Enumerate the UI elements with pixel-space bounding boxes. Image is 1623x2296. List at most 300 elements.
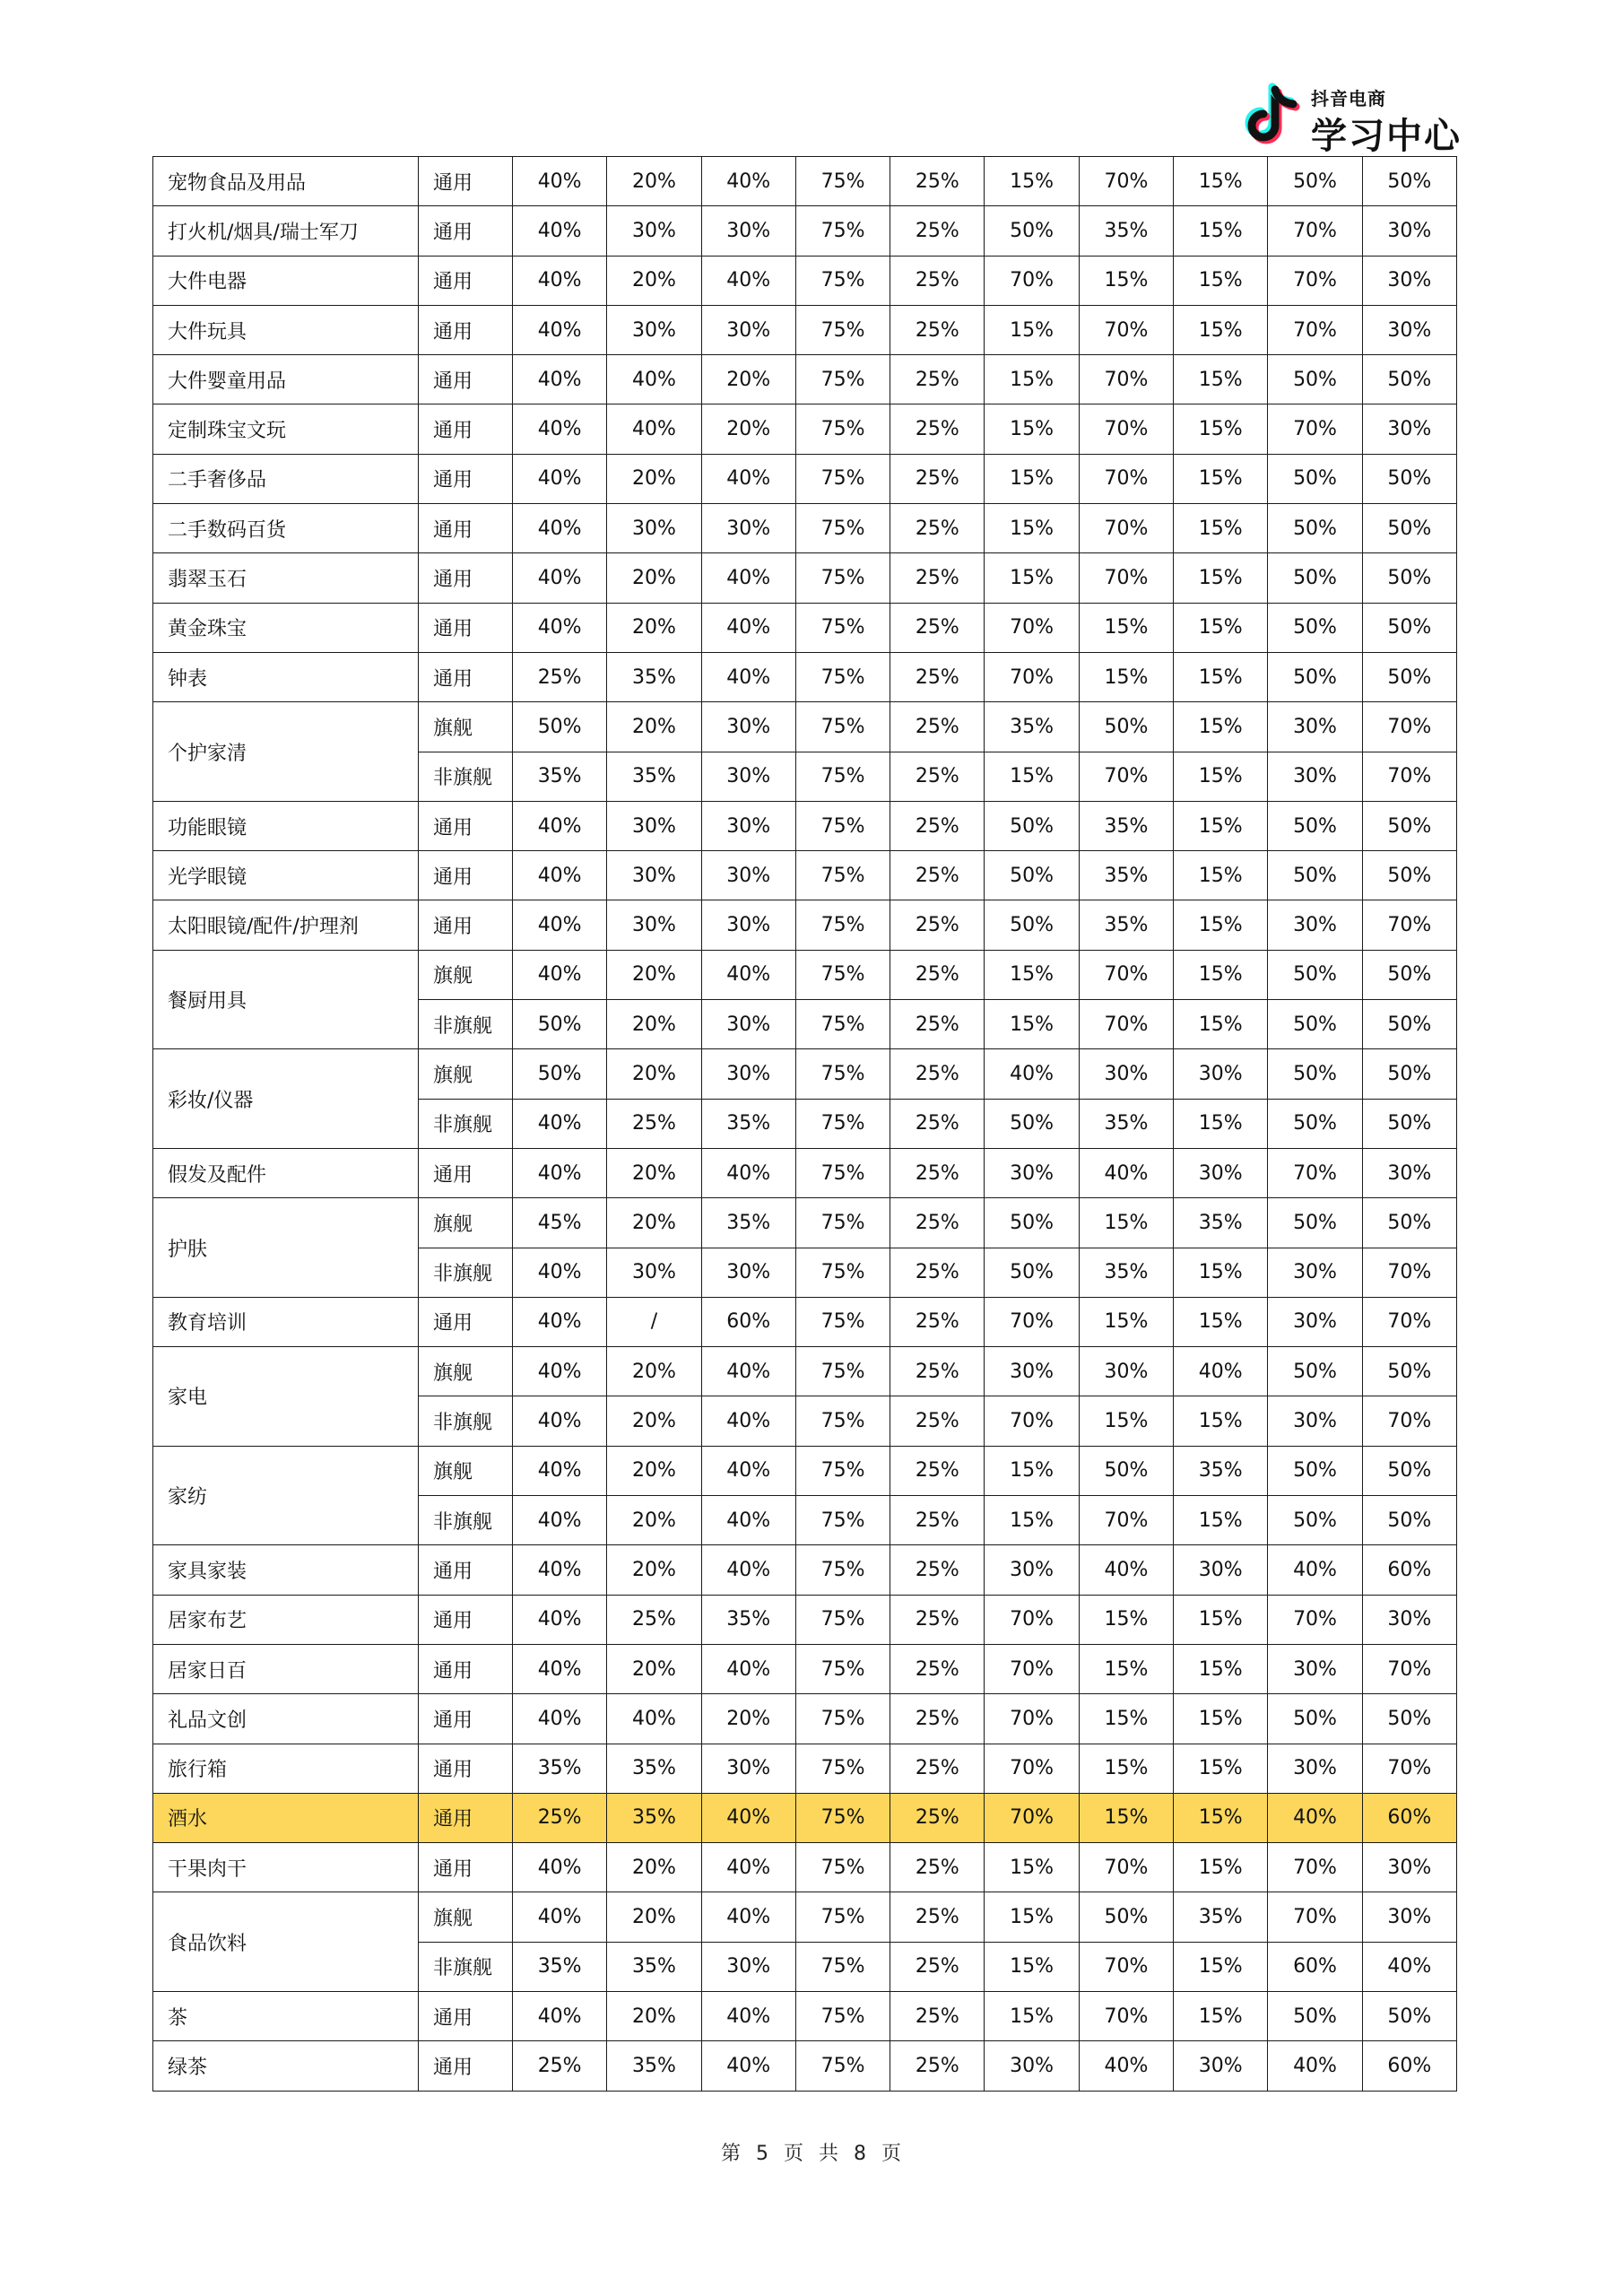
value-cell: 25% [890, 1198, 985, 1248]
value-cell: 35% [1079, 1248, 1173, 1297]
value-cell: 20% [607, 1991, 701, 2040]
value-cell: 40% [985, 1049, 1079, 1099]
category-cell: 居家日百 [153, 1644, 419, 1693]
value-cell: 40% [513, 404, 607, 454]
value-cell: 25% [890, 305, 985, 354]
value-cell: 40% [513, 603, 607, 652]
table-row [153, 652, 1457, 701]
value-cell: 15% [985, 752, 1079, 801]
value-cell: 30% [1174, 2041, 1268, 2091]
value-cell: 40% [513, 1892, 607, 1942]
value-cell: 30% [701, 504, 795, 553]
value-cell: 25% [513, 1793, 607, 1842]
table-row [153, 1644, 1457, 1693]
value-cell: 40% [513, 504, 607, 553]
value-cell: 70% [1362, 900, 1456, 950]
value-cell: 25% [513, 652, 607, 701]
value-cell: 35% [513, 1744, 607, 1793]
value-cell: 50% [1268, 1694, 1362, 1744]
value-cell: 15% [1174, 157, 1268, 206]
page-footer [0, 2138, 1623, 2166]
value-cell: 70% [985, 1793, 1079, 1842]
store-type-cell: 通用 [419, 355, 513, 404]
value-cell: 50% [1268, 1991, 1362, 2040]
value-cell: 50% [1362, 1694, 1456, 1744]
store-type-cell: 通用 [419, 1297, 513, 1346]
table-body [153, 157, 1457, 2092]
value-cell: 40% [1268, 1545, 1362, 1595]
value-cell: 75% [795, 752, 890, 801]
value-cell: 40% [701, 157, 795, 206]
store-type-cell: 通用 [419, 1694, 513, 1744]
value-cell: 15% [985, 504, 1079, 553]
value-cell: 50% [1268, 454, 1362, 503]
value-cell: 30% [607, 851, 701, 900]
value-cell: 40% [513, 206, 607, 256]
value-cell: 15% [985, 1496, 1079, 1545]
value-cell: 15% [1079, 1793, 1173, 1842]
value-cell: 25% [890, 752, 985, 801]
category-cell: 钟表 [153, 652, 419, 701]
value-cell: 70% [985, 603, 1079, 652]
value-cell: 50% [1362, 801, 1456, 850]
value-cell: 40% [701, 1991, 795, 2040]
value-cell: 40% [1079, 1148, 1173, 1197]
value-cell: 50% [513, 702, 607, 752]
value-cell: 70% [985, 1644, 1079, 1693]
value-cell: 25% [890, 652, 985, 701]
store-type-cell: 通用 [419, 1595, 513, 1644]
value-cell: 50% [1362, 1198, 1456, 1248]
value-cell: 40% [513, 305, 607, 354]
category-cell: 翡翠玉石 [153, 553, 419, 603]
table-row [153, 702, 1457, 752]
value-cell: 25% [890, 1248, 985, 1297]
value-cell: 40% [701, 1843, 795, 1892]
value-cell: 75% [795, 1892, 890, 1942]
table-row [153, 157, 1457, 206]
store-type-cell: 通用 [419, 851, 513, 900]
value-cell: 40% [1268, 1793, 1362, 1842]
table-row [153, 256, 1457, 305]
category-cell: 黄金珠宝 [153, 603, 419, 652]
footer-total-word: 共 [819, 2143, 840, 2165]
store-type-cell: 旗舰 [419, 1347, 513, 1396]
store-type-cell: 旗舰 [419, 1198, 513, 1248]
value-cell: 50% [1362, 652, 1456, 701]
value-cell: 15% [1174, 1396, 1268, 1446]
value-cell: 50% [1362, 454, 1456, 503]
value-cell: 40% [701, 603, 795, 652]
value-cell: 50% [1362, 603, 1456, 652]
value-cell: 75% [795, 553, 890, 603]
value-cell: 30% [985, 1347, 1079, 1396]
table-row [153, 1892, 1457, 1942]
store-type-cell: 通用 [419, 206, 513, 256]
value-cell: 40% [513, 950, 607, 999]
value-cell: 35% [1079, 206, 1173, 256]
value-cell: 30% [985, 1148, 1079, 1197]
value-cell: 70% [1079, 1991, 1173, 2040]
category-cell: 居家布艺 [153, 1595, 419, 1644]
value-cell: 40% [701, 1446, 795, 1495]
footer-prefix: 第 [720, 2143, 742, 2165]
value-cell: 30% [607, 305, 701, 354]
value-cell: 70% [1079, 404, 1173, 454]
value-cell: 20% [607, 454, 701, 503]
category-cell: 功能眼镜 [153, 801, 419, 850]
value-cell: 30% [607, 1248, 701, 1297]
table-row [153, 1148, 1457, 1197]
value-cell: 50% [1268, 504, 1362, 553]
table-row [153, 1744, 1457, 1793]
value-cell: 15% [1174, 1297, 1268, 1346]
value-cell: 25% [890, 1446, 985, 1495]
store-type-cell: 旗舰 [419, 1892, 513, 1942]
value-cell: 25% [890, 1099, 985, 1148]
store-type-cell: 非旗舰 [419, 1496, 513, 1545]
value-cell: 50% [1268, 1049, 1362, 1099]
value-cell: 25% [890, 603, 985, 652]
value-cell: 50% [1362, 157, 1456, 206]
value-cell: 70% [1079, 1496, 1173, 1545]
value-cell: 25% [890, 1892, 985, 1942]
value-cell: 40% [513, 1843, 607, 1892]
brand-logo [1241, 79, 1465, 157]
value-cell: 40% [1174, 1347, 1268, 1396]
value-cell: 25% [890, 206, 985, 256]
store-type-cell: 非旗舰 [419, 752, 513, 801]
table-row [153, 206, 1457, 256]
value-cell: 30% [701, 1942, 795, 1991]
value-cell: 20% [607, 1644, 701, 1693]
value-cell: 50% [1268, 851, 1362, 900]
value-cell: 35% [607, 1793, 701, 1842]
value-cell: 25% [890, 2041, 985, 2091]
value-cell: 30% [1362, 1892, 1456, 1942]
value-cell: 20% [607, 256, 701, 305]
value-cell: 30% [1268, 752, 1362, 801]
store-type-cell: 通用 [419, 603, 513, 652]
value-cell: 75% [795, 157, 890, 206]
category-cell: 光学眼镜 [153, 851, 419, 900]
store-type-cell: 非旗舰 [419, 1099, 513, 1148]
value-cell: 35% [985, 702, 1079, 752]
value-cell: 40% [513, 1446, 607, 1495]
value-cell: 25% [890, 801, 985, 850]
table-row [153, 404, 1457, 454]
value-cell: 70% [1268, 1892, 1362, 1942]
value-cell: 25% [890, 1148, 985, 1197]
value-cell: 75% [795, 1942, 890, 1991]
value-cell: 20% [701, 404, 795, 454]
value-cell: 60% [701, 1297, 795, 1346]
value-cell: 25% [890, 950, 985, 999]
value-cell: 30% [1174, 1148, 1268, 1197]
value-cell: 25% [890, 1545, 985, 1595]
value-cell: 40% [701, 1793, 795, 1842]
value-cell: 50% [1362, 355, 1456, 404]
table-row [153, 801, 1457, 850]
value-cell: 25% [890, 1744, 985, 1793]
store-type-cell: 旗舰 [419, 702, 513, 752]
value-cell: 40% [513, 256, 607, 305]
store-type-cell: 通用 [419, 504, 513, 553]
value-cell: 50% [513, 1000, 607, 1049]
value-cell: 40% [513, 355, 607, 404]
table-row [153, 1347, 1457, 1396]
value-cell: 75% [795, 1991, 890, 2040]
store-type-cell: 通用 [419, 1843, 513, 1892]
value-cell: 75% [795, 1148, 890, 1197]
value-cell: 50% [1362, 1099, 1456, 1148]
value-cell: 35% [607, 752, 701, 801]
value-cell: 60% [1268, 1942, 1362, 1991]
value-cell: 35% [1079, 1099, 1173, 1148]
value-cell: 25% [890, 404, 985, 454]
value-cell: 25% [890, 1297, 985, 1346]
value-cell: 70% [1268, 1843, 1362, 1892]
value-cell: 40% [701, 1644, 795, 1693]
category-cell: 家电 [153, 1347, 419, 1447]
value-cell: 15% [985, 1843, 1079, 1892]
value-cell: 25% [890, 553, 985, 603]
table-row [153, 305, 1457, 354]
value-cell: 75% [795, 1396, 890, 1446]
table-row [153, 900, 1457, 950]
table-row [153, 2041, 1457, 2091]
value-cell: 40% [701, 454, 795, 503]
value-cell: 15% [1174, 504, 1268, 553]
value-cell: 40% [701, 553, 795, 603]
value-cell: 20% [607, 1000, 701, 1049]
category-cell: 大件玩具 [153, 305, 419, 354]
value-cell: 40% [701, 652, 795, 701]
value-cell: 15% [985, 1991, 1079, 2040]
value-cell: 75% [795, 305, 890, 354]
value-cell: 60% [1362, 2041, 1456, 2091]
value-cell: 40% [513, 1694, 607, 1744]
value-cell: 15% [985, 1942, 1079, 1991]
value-cell: 75% [795, 1496, 890, 1545]
value-cell: 50% [985, 1099, 1079, 1148]
value-cell: 30% [1079, 1049, 1173, 1099]
category-cell: 大件电器 [153, 256, 419, 305]
table-row [153, 1793, 1457, 1842]
value-cell: 35% [1079, 801, 1173, 850]
value-cell: 15% [1079, 1595, 1173, 1644]
value-cell: 75% [795, 900, 890, 950]
value-cell: 30% [1268, 1248, 1362, 1297]
store-type-cell: 旗舰 [419, 1446, 513, 1495]
value-cell: 20% [607, 1545, 701, 1595]
value-cell: 70% [985, 256, 1079, 305]
value-cell: 75% [795, 801, 890, 850]
value-cell: 15% [1174, 1496, 1268, 1545]
value-cell: 75% [795, 1198, 890, 1248]
value-cell: 20% [607, 603, 701, 652]
value-cell: 50% [1268, 1496, 1362, 1545]
table-row [153, 504, 1457, 553]
value-cell: 15% [985, 1000, 1079, 1049]
value-cell: 40% [513, 1347, 607, 1396]
value-cell: 30% [1362, 206, 1456, 256]
value-cell: 50% [1268, 553, 1362, 603]
value-cell: 30% [1268, 1744, 1362, 1793]
value-cell: 15% [1174, 603, 1268, 652]
value-cell: 15% [1174, 1000, 1268, 1049]
store-type-cell: 通用 [419, 454, 513, 503]
value-cell: 50% [1079, 1892, 1173, 1942]
value-cell: 30% [1174, 1545, 1268, 1595]
value-cell: 15% [1174, 404, 1268, 454]
value-cell: 25% [607, 1595, 701, 1644]
value-cell: 70% [1079, 553, 1173, 603]
value-cell: 15% [1079, 1644, 1173, 1693]
value-cell: 75% [795, 404, 890, 454]
value-cell: 20% [607, 950, 701, 999]
value-cell: 30% [701, 1248, 795, 1297]
value-cell: 40% [701, 256, 795, 305]
value-cell: 30% [1362, 256, 1456, 305]
value-cell: 70% [1079, 454, 1173, 503]
value-cell: 70% [1362, 1396, 1456, 1446]
value-cell: 50% [1268, 1198, 1362, 1248]
category-cell: 彩妆/仪器 [153, 1049, 419, 1149]
value-cell: 40% [1268, 2041, 1362, 2091]
value-cell: 15% [1174, 851, 1268, 900]
value-cell: 15% [1174, 950, 1268, 999]
value-cell: 50% [1268, 1000, 1362, 1049]
footer-suffix: 页 [881, 2143, 903, 2165]
value-cell: 15% [1174, 1099, 1268, 1148]
value-cell: 15% [1174, 652, 1268, 701]
value-cell: 70% [1362, 752, 1456, 801]
table-row [153, 1991, 1457, 2040]
value-cell: 75% [795, 851, 890, 900]
value-cell: 60% [1362, 1793, 1456, 1842]
value-cell: 35% [701, 1198, 795, 1248]
store-type-cell: 通用 [419, 900, 513, 950]
value-cell: 70% [1079, 950, 1173, 999]
value-cell: 40% [513, 801, 607, 850]
value-cell: 50% [1268, 355, 1362, 404]
value-cell: 75% [795, 206, 890, 256]
value-cell: 40% [701, 1148, 795, 1197]
value-cell: 75% [795, 1595, 890, 1644]
store-type-cell: 通用 [419, 1148, 513, 1197]
value-cell: 50% [1362, 1000, 1456, 1049]
value-cell: 40% [701, 1347, 795, 1396]
value-cell: 30% [701, 1000, 795, 1049]
value-cell: 15% [1174, 206, 1268, 256]
value-cell: 25% [890, 454, 985, 503]
table-row [153, 1297, 1457, 1346]
value-cell: 15% [985, 355, 1079, 404]
value-cell: 25% [890, 1049, 985, 1099]
table-row [153, 454, 1457, 503]
store-type-cell: 通用 [419, 801, 513, 850]
value-cell: 25% [890, 1793, 985, 1842]
value-cell: 30% [1362, 305, 1456, 354]
value-cell: 50% [1268, 603, 1362, 652]
value-cell: 20% [607, 1892, 701, 1942]
category-cell: 太阳眼镜/配件/护理剂 [153, 900, 419, 950]
value-cell: 70% [985, 1297, 1079, 1346]
value-cell: 30% [1268, 900, 1362, 950]
value-cell: 60% [1362, 1545, 1456, 1595]
value-cell: 35% [607, 1744, 701, 1793]
table-row [153, 1198, 1457, 1248]
store-type-cell: 旗舰 [419, 1049, 513, 1099]
value-cell: 35% [513, 1942, 607, 1991]
value-cell: 30% [701, 801, 795, 850]
value-cell: 70% [1362, 1744, 1456, 1793]
value-cell: 40% [701, 1892, 795, 1942]
value-cell: 50% [985, 1248, 1079, 1297]
value-cell: 15% [1174, 900, 1268, 950]
value-cell: 70% [1079, 1843, 1173, 1892]
value-cell: 50% [1362, 851, 1456, 900]
value-cell: 40% [701, 1545, 795, 1595]
value-cell: 40% [513, 553, 607, 603]
category-cell: 礼品文创 [153, 1694, 419, 1744]
value-cell: 30% [607, 206, 701, 256]
value-cell: 25% [890, 1942, 985, 1991]
store-type-cell: 非旗舰 [419, 1248, 513, 1297]
value-cell: 70% [985, 652, 1079, 701]
value-cell: 50% [1362, 1049, 1456, 1099]
store-type-cell: 非旗舰 [419, 1942, 513, 1991]
value-cell: 15% [1174, 1644, 1268, 1693]
value-cell: 70% [1079, 157, 1173, 206]
value-cell: 30% [701, 900, 795, 950]
value-cell: 15% [1174, 1942, 1268, 1991]
category-cell: 旅行箱 [153, 1744, 419, 1793]
value-cell: 15% [1079, 652, 1173, 701]
category-cell: 酒水 [153, 1793, 419, 1842]
value-cell: 75% [795, 1843, 890, 1892]
value-cell: 70% [1268, 1148, 1362, 1197]
value-cell: 20% [607, 702, 701, 752]
value-cell: 30% [701, 1744, 795, 1793]
value-cell: 30% [607, 801, 701, 850]
value-cell: 40% [513, 1644, 607, 1693]
value-cell: 15% [985, 1892, 1079, 1942]
value-cell: 50% [1268, 1347, 1362, 1396]
value-cell: 70% [1079, 504, 1173, 553]
value-cell: 70% [985, 1744, 1079, 1793]
value-cell: 75% [795, 504, 890, 553]
brand-title: 学习中心 [1311, 116, 1462, 157]
value-cell: 15% [985, 404, 1079, 454]
store-type-cell: 通用 [419, 1644, 513, 1693]
value-cell: 75% [795, 603, 890, 652]
value-cell: 40% [513, 851, 607, 900]
value-cell: 75% [795, 1049, 890, 1099]
value-cell: 75% [795, 1446, 890, 1495]
value-cell: 35% [1174, 1198, 1268, 1248]
value-cell: 50% [985, 206, 1079, 256]
store-type-cell: 通用 [419, 1545, 513, 1595]
value-cell: 15% [1174, 1793, 1268, 1842]
value-cell: 15% [985, 1446, 1079, 1495]
value-cell: 25% [890, 1496, 985, 1545]
value-cell: 50% [1268, 1099, 1362, 1148]
store-type-cell: 通用 [419, 1793, 513, 1842]
value-cell: 50% [1268, 801, 1362, 850]
value-cell: 30% [1362, 1148, 1456, 1197]
